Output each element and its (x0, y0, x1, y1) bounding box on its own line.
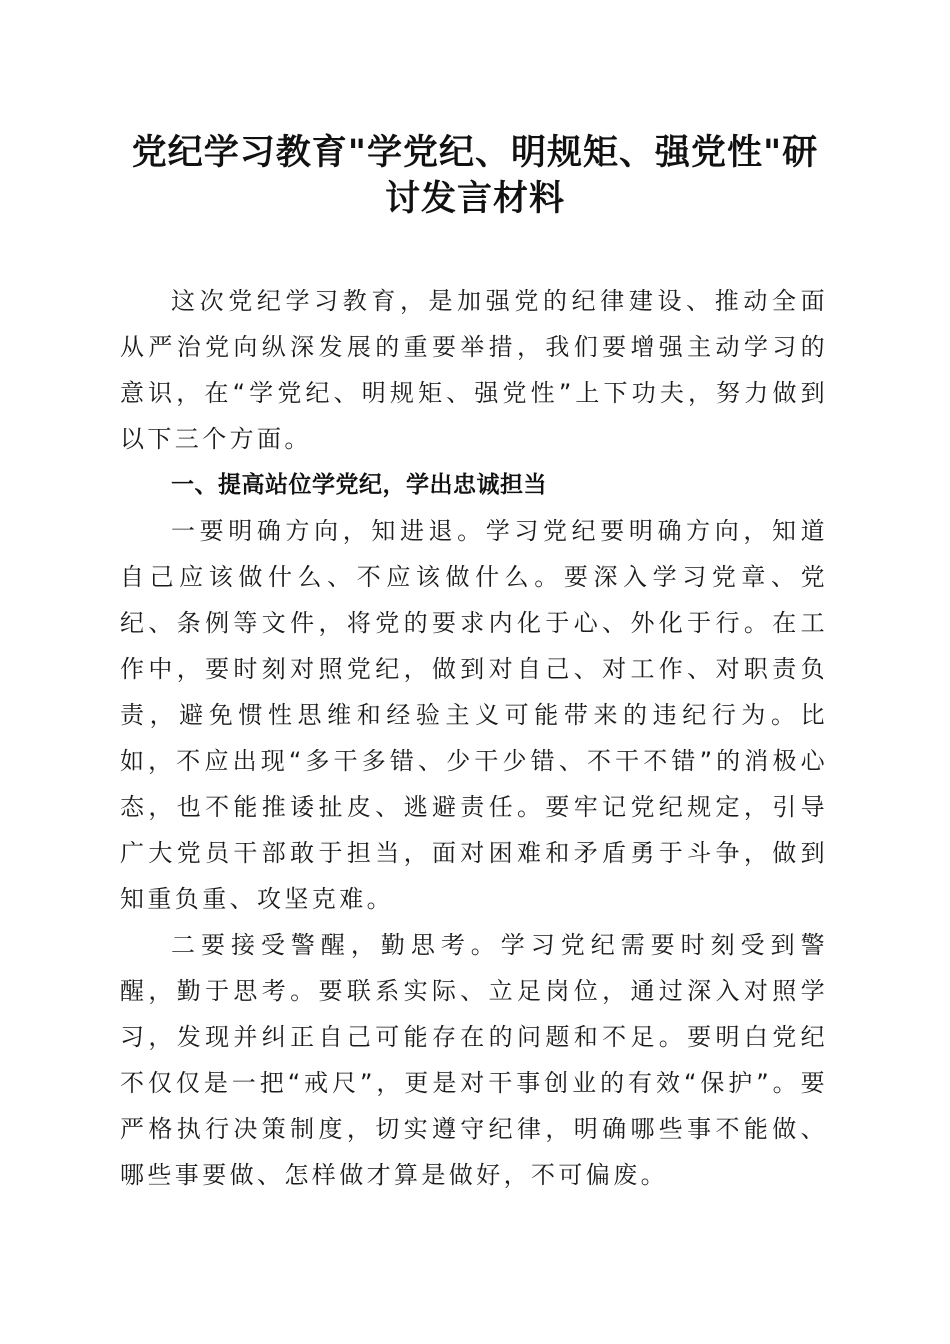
body-paragraph-2: 二要接受警醒，勤思考。学习党纪需要时刻受到警醒，勤于思考。要联系实际、立足岗位，通过深入对照学习，发现并纠正自己可能存在的问题和不足。要明白党纪不仅仅是一把“戒尺”，更是对干事创业的有效“保护”。要严格执行决策制度，切实遵守纪律，明确哪些事不能做、哪些事要做、怎样做才算是做好，不可偏废。 (120, 931, 828, 1189)
section-heading-1: 一、提高站位学党纪，学出忠诚担当 (171, 472, 547, 498)
document-title (110, 130, 840, 222)
body-paragraph-1: 一要明确方向，知进退。学习党纪要明确方向，知道自己应该做什么、不应该做什么。要深入学习党章、党纪、条例等文件，将党的要求内化于心、外化于行。在工作中，要时刻对照党纪，做到对自己、对工作、对职责负责，避免惯性思维和经验主义可能带来的违纪行为。比如，不应出现“多干多错、少干少错、不干不错”的消极心态，也不能推诿扯皮、逃避责任。要牢记党纪规定，引导广大党员干部敢于担当，面对困难和矛盾勇于斗争，做到知重负重、攻坚克难。 (120, 517, 828, 913)
document-body (120, 278, 828, 1198)
intro-paragraph: 这次党纪学习教育，是加强党的纪律建设、推动全面从严治党向纵深发展的重要举措，我们要增强主动学习的意识，在“学党纪、明规矩、强党性”上下功夫，努力做到以下三个方面。 (120, 287, 828, 453)
title-line-2: 讨发言材料 (384, 178, 565, 219)
title-line-1: 党纪学习教育"学党纪、明规矩、强党性"研 (131, 132, 819, 173)
